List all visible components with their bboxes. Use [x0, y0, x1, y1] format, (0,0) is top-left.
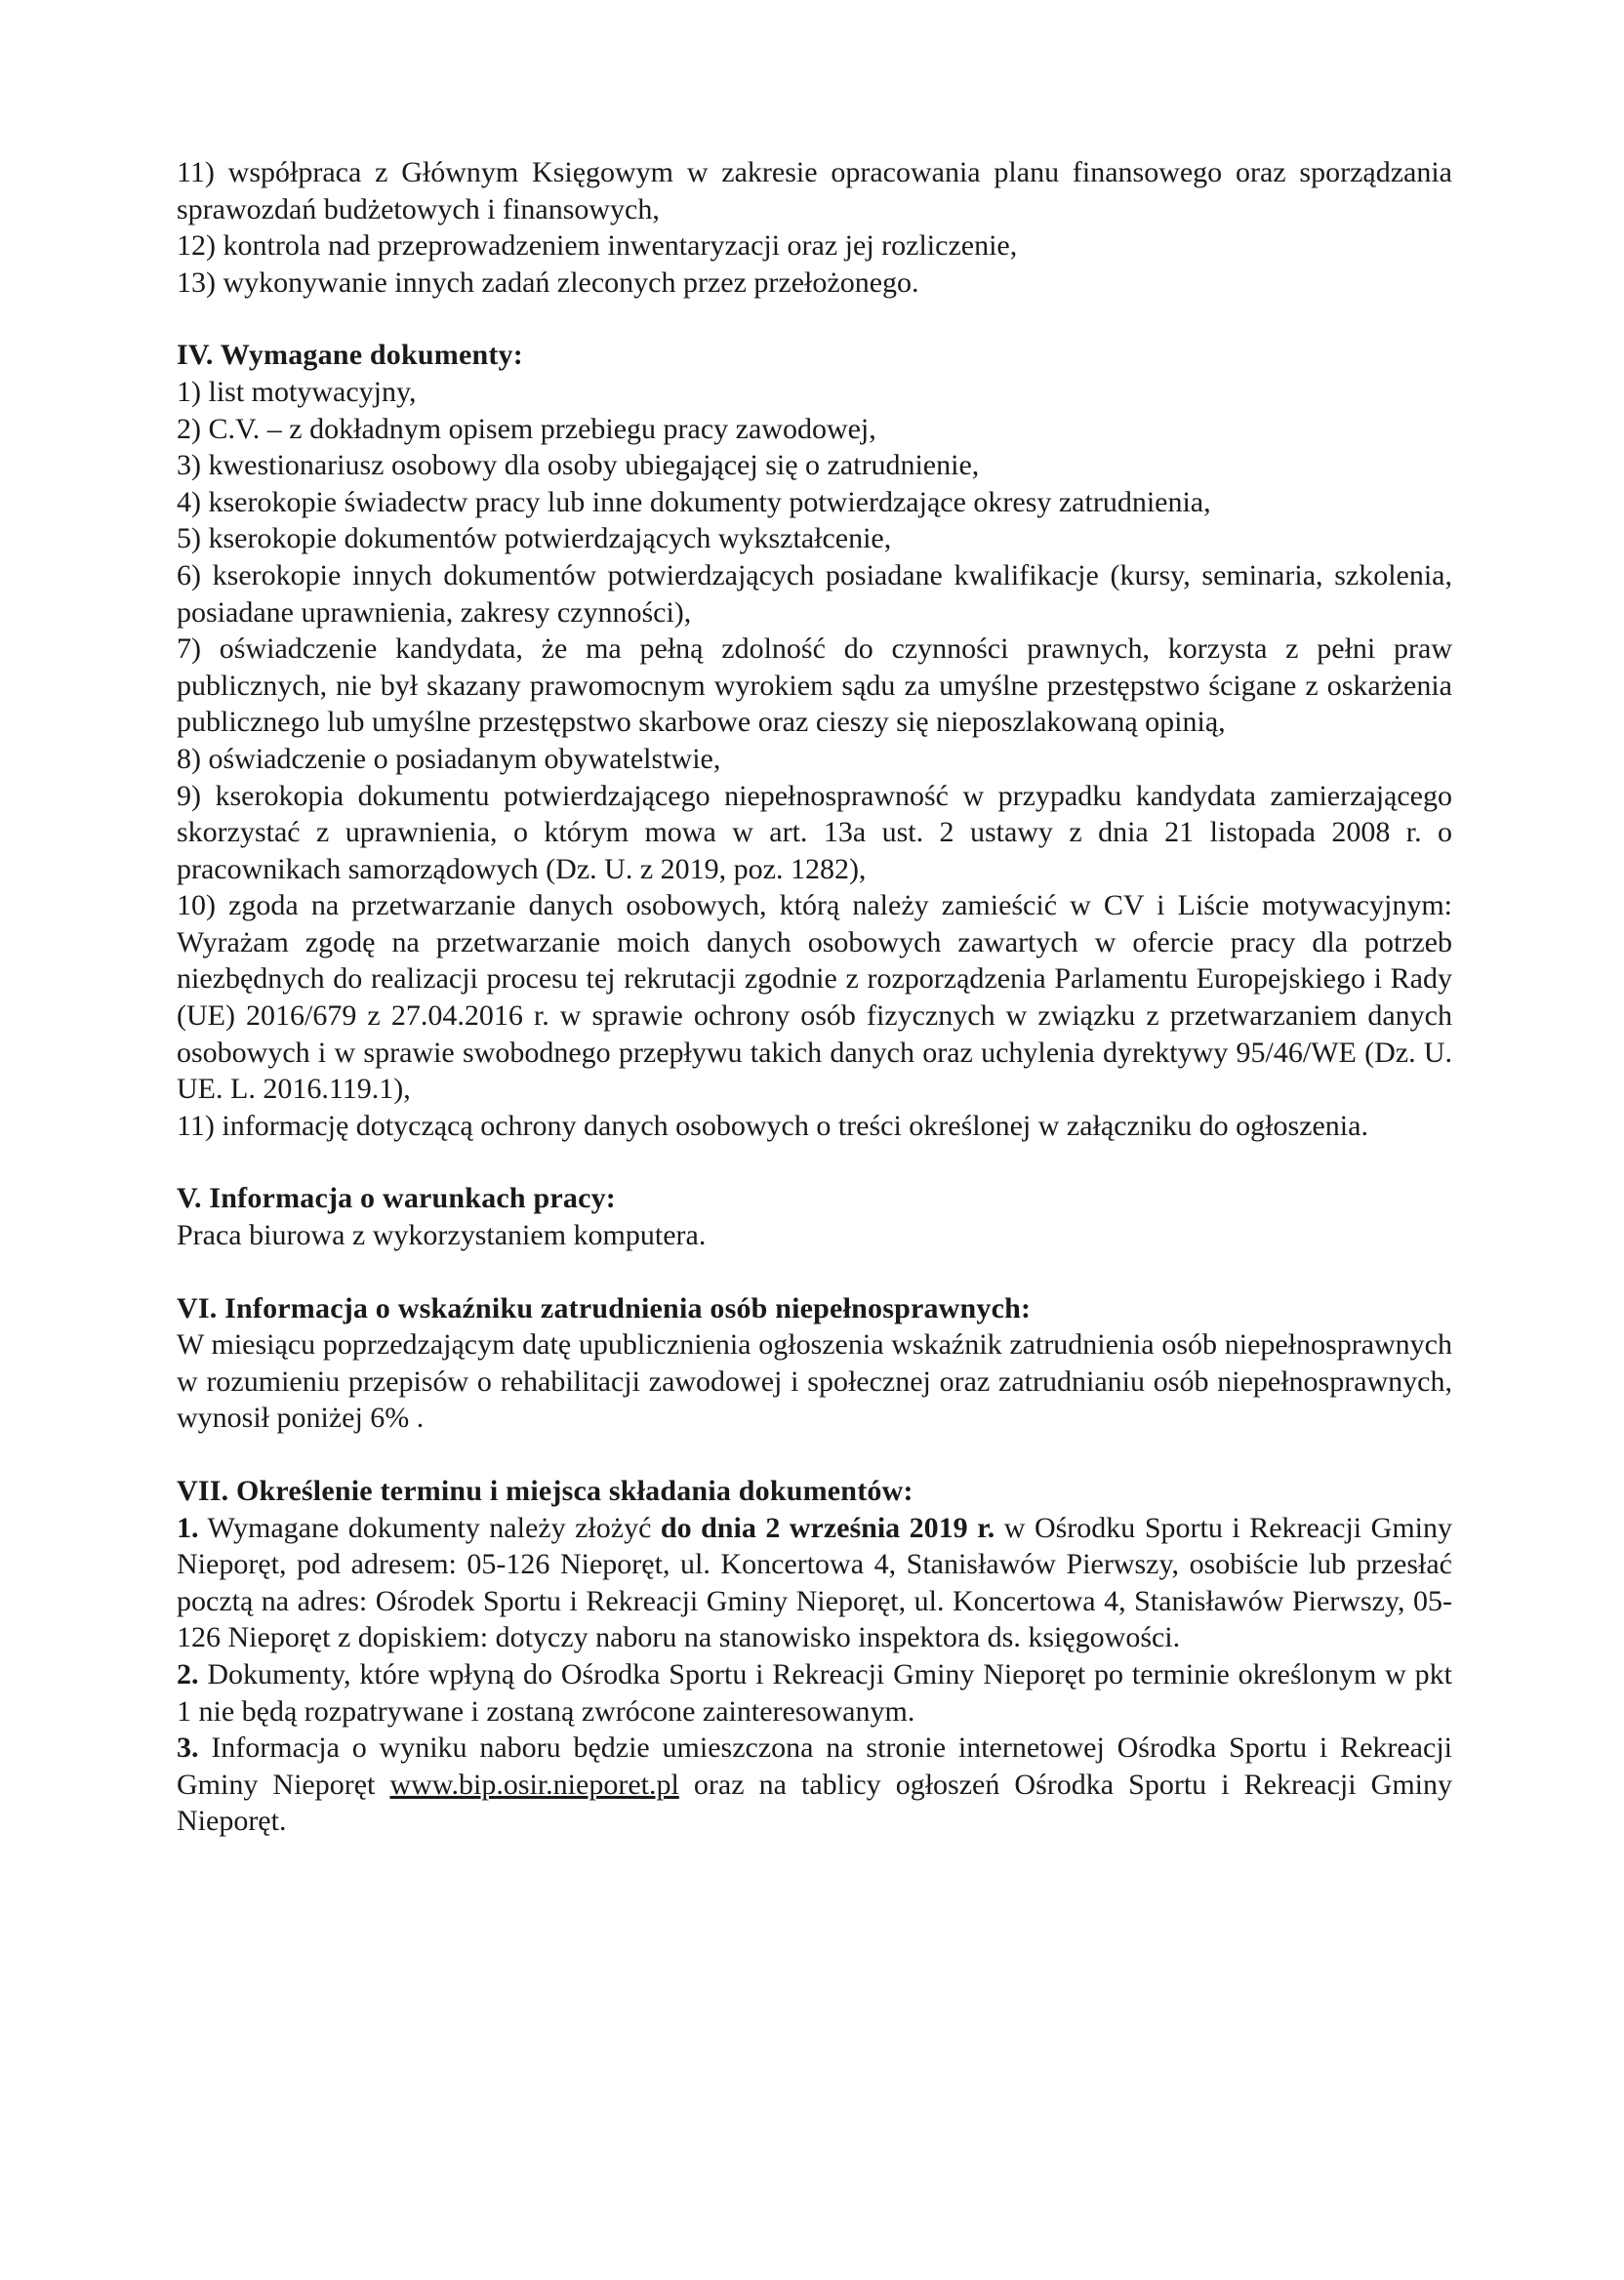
- deadline-date: do dnia 2 września 2019 r.: [660, 1511, 995, 1544]
- point-1-number: 1.: [177, 1511, 199, 1544]
- section-vi-heading: VI. Informacja o wskaźniku zatrudnienia osób niepełnosprawnych:: [177, 1291, 1032, 1324]
- bip-website-link[interactable]: www.bip.osir.nieporet.pl: [389, 1768, 679, 1801]
- duty-item-11: 11) współpraca z Głównym Księgowym w zakresie opracowania planu finansowego oraz sporządzania sprawozdań budżetowych i finansowych,: [177, 156, 1452, 225]
- submission-point-1: [177, 1510, 1452, 1656]
- section-v-heading: V. Informacja o warunkach pracy:: [177, 1182, 616, 1215]
- point-2-number: 2.: [177, 1657, 199, 1690]
- submission-point-2: [177, 1656, 1452, 1730]
- point-3-number: 3.: [177, 1731, 199, 1765]
- required-doc-2: 2) C.V. – z dokładnym opisem przebiegu pracy zawodowej,: [177, 412, 876, 445]
- section-vi-text: W miesiącu poprzedzającym datę upublicznienia ogłoszenia wskaźnik zatrudnienia osób niepełnosprawnych w rozumieniu przepisów o rehabilitacji zawodowej i społecznej oraz zatrudnianiu osób niepełnosprawnych, wynosił poniżej 6% .: [177, 1328, 1452, 1435]
- point-3-text-b: oraz na tablicy ogłoszeń Ośrodka Sportu i Rekreacji Gminy Nieporęt.: [177, 1768, 1452, 1838]
- point-3-text-a: Informacja o wyniku naboru będzie umieszczona na stronie internetowej Ośrodka Sportu i Rekreacji Gminy Nieporęt: [177, 1731, 1452, 1801]
- point-1-text-a: Wymagane dokumenty należy złożyć: [198, 1511, 661, 1544]
- section-v-text: Praca biurowa z wykorzystaniem komputera.: [177, 1219, 707, 1252]
- required-doc-3: 3) kwestionariusz osobowy dla osoby ubiegającej się o zatrudnienie,: [177, 449, 980, 482]
- required-doc-1: 1) list motywacyjny,: [177, 375, 417, 408]
- required-doc-6: 6) kserokopie innych dokumentów potwierdzających posiadane kwalifikacje (kursy, seminaria, szkolenia, posiadane uprawnienia, zakresy czynności),: [177, 558, 1452, 629]
- required-doc-11: 11) informację dotyczącą ochrony danych osobowych o treści określonej w załączniku do ogłoszenia.: [177, 1109, 1368, 1142]
- point-1-text-b: w Ośrodku Sportu i Rekreacji Gminy Nieporęt, pod adresem: 05-126 Nieporęt, ul. Koncertowa 4, Stanisławów Pierwszy, osobiście lub przesłać pocztą na adres: Ośrodek Sportu i Rekreacji Gminy Nieporęt, ul. Koncertowa 4, Stanisławów Pierwszy, 05-126 Nieporęt z dopiskiem: dotyczy naboru na stanowisko inspektora ds. księgowości.: [177, 1511, 1452, 1654]
- required-doc-8: 8) oświadczenie o posiadanym obywatelstwie,: [177, 742, 721, 775]
- required-doc-7: 7) oświadczenie kandydata, że ma pełną zdolność do czynności prawnych, korzysta z pełni praw publicznych, nie był skazany prawomocnym wyrokiem sądu za umyślne przestępstwo ścigane z oskarżenia publicznego lub umyślne przestępstwo skarbowe oraz cieszy się nieposzlakowaną opinią,: [177, 632, 1452, 739]
- point-2-text: Dokumenty, które wpłyną do Ośrodka Sportu i Rekreacji Gminy Nieporęt po terminie określonym w pkt 1 nie będą rozpatrywane i zostaną zwrócone zainteresowanym.: [177, 1657, 1452, 1728]
- required-doc-9: 9) kserokopia dokumentu potwierdzającego niepełnosprawność w przypadku kandydata zamierzającego skorzystać z uprawnienia, o którym mowa w art. 13a ust. 2 ustawy z dnia 21 listopada 2008 r. o pracownikach samorządowych (Dz. U. z 2019, poz. 1282),: [177, 779, 1452, 885]
- submission-point-3: [177, 1730, 1452, 1840]
- section-iv-heading: IV. Wymagane dokumenty:: [177, 339, 523, 372]
- duty-item-12: 12) kontrola nad przeprowadzeniem inwentaryzacji oraz jej rozliczenie,: [177, 229, 1018, 263]
- required-doc-4: 4) kserokopie świadectw pracy lub inne dokumenty potwierdzające okresy zatrudnienia,: [177, 485, 1211, 518]
- required-doc-10: 10) zgoda na przetwarzanie danych osobowych, którą należy zamieścić w CV i Liście motywacyjnym: Wyrażam zgodę na przetwarzanie moich danych osobowych zawartych w ofercie pracy dla potrzeb niezbędnych do realizacji procesu tej rekrutacji zgodnie z rozporządzenia Parlamentu Europejskiego i Rady (UE) 2016/679 z 27.04.2016 r. w sprawie ochrony osób fizycznych w związku z przetwarzaniem danych osobowych i w sprawie swobodnego przepływu takich danych oraz uchylenia dyrektywy 95/46/WE (Dz. U. UE. L. 2016.119.1),: [177, 889, 1452, 1106]
- required-doc-5: 5) kserokopie dokumentów potwierdzających wykształcenie,: [177, 522, 892, 555]
- duty-item-13: 13) wykonywanie innych zadań zleconych przez przełożonego.: [177, 265, 919, 299]
- section-vii-heading: VII. Określenie terminu i miejsca składania dokumentów:: [177, 1475, 914, 1507]
